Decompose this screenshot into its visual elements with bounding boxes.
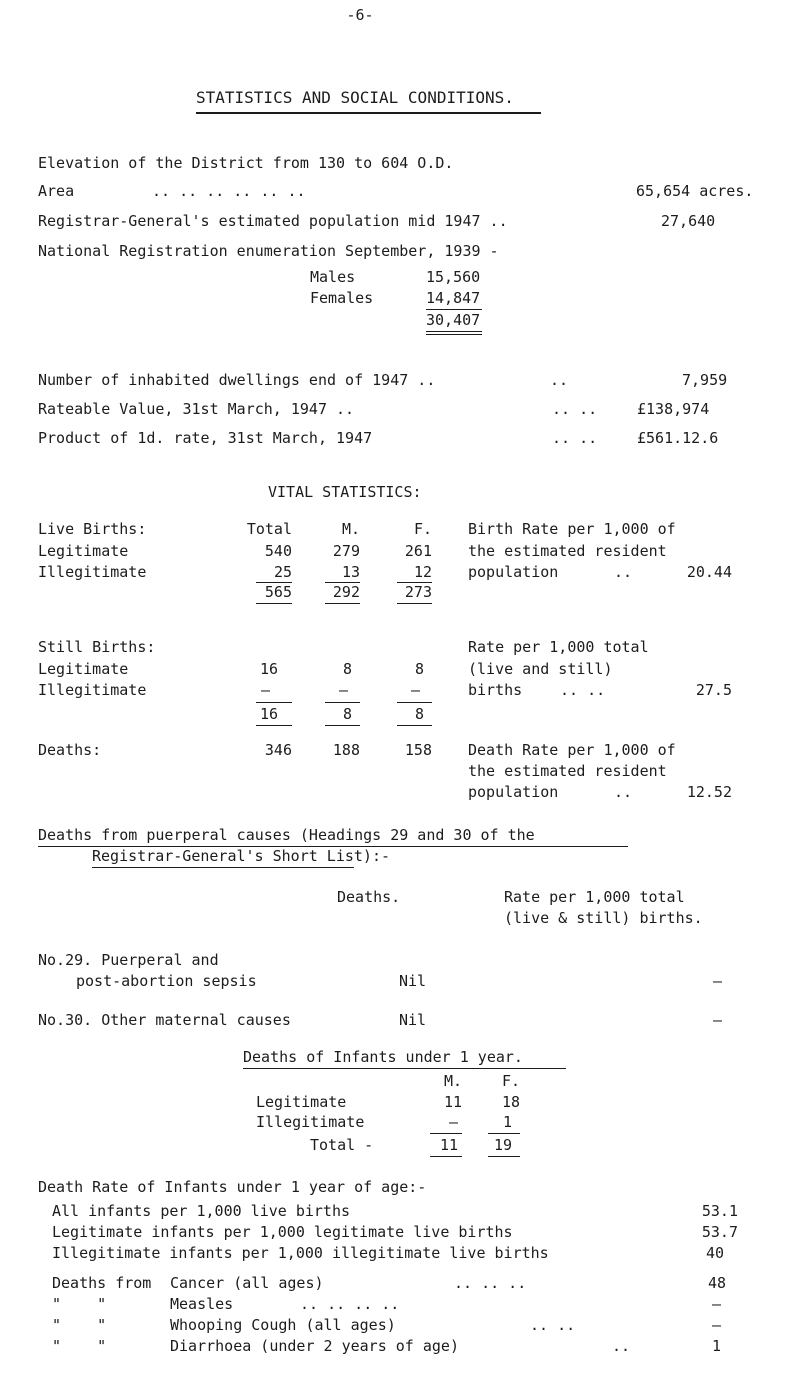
still-rate-line1: Rate per 1,000 total: [468, 638, 649, 656]
puerperal-row2-label: No.30. Other maternal causes: [38, 1011, 291, 1029]
live-illegit-f: 12: [413, 563, 432, 581]
page-title: STATISTICS AND SOCIAL CONDITIONS.: [196, 88, 514, 107]
whooping-prefix: " ": [52, 1316, 107, 1334]
still-total: 16: [259, 705, 278, 723]
still-legit-f: 8: [414, 660, 424, 678]
infants-m-rule: [430, 1133, 462, 1134]
infants-legit-f: 18: [501, 1093, 520, 1111]
females-value: 14,847: [426, 289, 481, 307]
measles-label: Measles: [170, 1295, 234, 1313]
still-total-f: 8: [414, 705, 424, 723]
infants-total-m: 11: [439, 1136, 458, 1154]
puerperal-heading-1: Deaths from puerperal causes (Headings 29 and 30 of the: [38, 826, 535, 844]
population-label: Registrar-General's estimated population mid 1947 ..: [38, 212, 508, 230]
infant-rate-all-label: All infants per 1,000 live births: [52, 1202, 351, 1220]
infants-f-rule-2: [488, 1156, 520, 1157]
birth-rate-line1: Birth Rate per 1,000 of: [468, 520, 676, 538]
birth-rate-line2: the estimated resident: [468, 542, 667, 560]
death-rate-value: 12.52: [686, 783, 732, 801]
live-total: 565: [264, 583, 292, 601]
cancer-leaders: .. .. ..: [454, 1274, 527, 1292]
infant-rate-illegit-value: 40: [706, 1244, 725, 1262]
live-total-m: 292: [332, 583, 360, 601]
still-total-rule-2: [256, 725, 292, 726]
puerperal-row1-rate: –: [713, 972, 723, 990]
infant-rate-legit-value: 53.7: [701, 1223, 738, 1241]
total-underline-2: [426, 334, 482, 335]
birth-rate-leaders: ..: [614, 563, 633, 581]
still-m-rule: [325, 702, 360, 703]
still-total-rule: [256, 702, 292, 703]
infants-m-rule-2: [430, 1156, 462, 1157]
cancer-value: 48: [708, 1274, 727, 1292]
infants-legit-label: Legitimate: [256, 1093, 347, 1111]
cancer-prefix: Deaths from: [52, 1274, 152, 1292]
still-births-label: Still Births:: [38, 638, 156, 656]
deaths-f: 158: [404, 741, 432, 759]
still-illegit-f: –: [410, 681, 420, 699]
death-rate-line3: population: [468, 783, 559, 801]
product-value: £561.12.6: [637, 429, 719, 447]
infants-col-f: F.: [501, 1072, 520, 1090]
live-legit-m: 279: [332, 542, 360, 560]
infant-rate-legit-label: Legitimate infants per 1,000 legitimate live births: [52, 1223, 513, 1241]
live-births-label: Live Births:: [38, 520, 147, 538]
whooping-label: Whooping Cough (all ages): [170, 1316, 396, 1334]
infants-total-f: 19: [493, 1136, 512, 1154]
dwellings-label: Number of inhabited dwellings end of 1947 ..: [38, 371, 436, 389]
deaths-m: 188: [332, 741, 360, 759]
infants-legit-m: 11: [443, 1093, 462, 1111]
live-illegit-m: 13: [341, 563, 360, 581]
enumeration-label: National Registration enumeration September, 1939 -: [38, 242, 499, 260]
still-legit-m: 8: [342, 660, 352, 678]
still-legit-label: Legitimate: [38, 660, 129, 678]
live-illegit-total: 25: [273, 563, 292, 581]
dwellings-leaders: ..: [550, 371, 569, 389]
measles-prefix: " ": [52, 1295, 107, 1313]
infants-f-rule: [488, 1133, 520, 1134]
infants-total-label: Total -: [310, 1136, 374, 1154]
diarrhoea-label: Diarrhoea (under 2 years of age): [170, 1337, 459, 1355]
rateable-leaders: .. ..: [552, 400, 598, 418]
whooping-value: –: [712, 1316, 722, 1334]
birth-rate-line3: population: [468, 563, 559, 581]
infants-illegit-f: 1: [502, 1113, 512, 1131]
still-rate-line3: births: [468, 681, 523, 699]
vital-heading: VITAL STATISTICS:: [268, 483, 422, 501]
whooping-leaders: .. ..: [530, 1316, 576, 1334]
still-m-rule-2: [325, 725, 360, 726]
live-legit-f: 261: [404, 542, 432, 560]
live-legit-label: Legitimate: [38, 542, 129, 560]
males-label: Males: [310, 268, 356, 286]
area-leaders: .. .. .. .. .. ..: [152, 182, 306, 200]
puerperal-col-deaths: Deaths.: [337, 888, 401, 906]
cancer-label: Cancer (all ages): [170, 1274, 324, 1292]
infants-heading: Deaths of Infants under 1 year.: [243, 1048, 523, 1066]
puerperal-heading-underline-2: [92, 867, 354, 868]
still-rate-line2: (live and still): [468, 660, 613, 678]
elevation-text: Elevation of the District from 130 to 604 O.D.: [38, 154, 454, 172]
death-rate-leaders: ..: [614, 783, 633, 801]
live-m-rule-2: [325, 603, 360, 604]
measles-leaders: .. .. .. ..: [300, 1295, 400, 1313]
product-label: Product of 1d. rate, 31st March, 1947: [38, 429, 373, 447]
measles-value: –: [712, 1295, 722, 1313]
infants-col-m: M.: [443, 1072, 462, 1090]
still-illegit-m: –: [338, 681, 348, 699]
puerperal-col-rate-1: Rate per 1,000 total: [504, 888, 685, 906]
diarrhoea-leaders: ..: [612, 1337, 631, 1355]
males-value: 15,560: [426, 268, 481, 286]
col-m-header: M.: [341, 520, 360, 538]
females-underline: [426, 309, 482, 310]
population-value: 27,640: [661, 212, 716, 230]
death-rate-line1: Death Rate per 1,000 of: [468, 741, 676, 759]
col-f-header: F.: [413, 520, 432, 538]
infant-rates-heading: Death Rate of Infants under 1 year of age:-: [38, 1178, 427, 1196]
still-rate-leaders: .. ..: [560, 681, 606, 699]
live-total-f: 273: [404, 583, 432, 601]
page-number: -6-: [346, 6, 374, 24]
still-f-rule: [397, 702, 432, 703]
enumeration-total: 30,407: [426, 311, 481, 329]
deaths-total: 346: [264, 741, 292, 759]
total-underline-1: [426, 331, 482, 332]
live-illegit-label: Illegitimate: [38, 563, 147, 581]
rateable-label: Rateable Value, 31st March, 1947 ..: [38, 400, 355, 418]
infants-heading-underline: [243, 1068, 566, 1069]
puerperal-col-rate-2: (live & still) births.: [504, 909, 703, 927]
still-illegit-label: Illegitimate: [38, 681, 147, 699]
puerperal-row2-rate: –: [713, 1011, 723, 1029]
diarrhoea-value: 1: [712, 1337, 722, 1355]
live-legit-total: 540: [264, 542, 292, 560]
puerperal-heading-2: Registrar-General's Short List):-: [92, 847, 391, 865]
product-leaders: .. ..: [552, 429, 598, 447]
still-legit-total: 16: [259, 660, 278, 678]
rateable-value: £138,974: [637, 400, 710, 418]
live-total-rule-2: [256, 603, 292, 604]
infants-illegit-m: –: [448, 1113, 458, 1131]
title-underline: [196, 112, 541, 114]
area-value: 65,654 acres.: [636, 182, 754, 200]
females-label: Females: [310, 289, 374, 307]
deaths-label: Deaths:: [38, 741, 102, 759]
live-f-rule-2: [397, 603, 432, 604]
puerperal-row1-label-2: post-abortion sepsis: [76, 972, 257, 990]
death-rate-line2: the estimated resident: [468, 762, 667, 780]
puerperal-row2-deaths: Nil: [399, 1011, 427, 1029]
area-label: Area: [38, 182, 75, 200]
still-illegit-total: –: [260, 681, 270, 699]
birth-rate-value: 20.44: [686, 563, 732, 581]
still-total-m: 8: [342, 705, 352, 723]
infant-rate-illegit-label: Illegitimate infants per 1,000 illegitimate live births: [52, 1244, 549, 1262]
still-f-rule-2: [397, 725, 432, 726]
puerperal-row1-deaths: Nil: [399, 972, 427, 990]
puerperal-row1-label-1: No.29. Puerperal and: [38, 951, 219, 969]
still-rate-value: 27.5: [695, 681, 732, 699]
col-total-header: Total: [246, 520, 292, 538]
infants-illegit-label: Illegitimate: [256, 1113, 365, 1131]
dwellings-value: 7,959: [682, 371, 728, 389]
diarrhoea-prefix: " ": [52, 1337, 107, 1355]
infant-rate-all-value: 53.1: [701, 1202, 738, 1220]
